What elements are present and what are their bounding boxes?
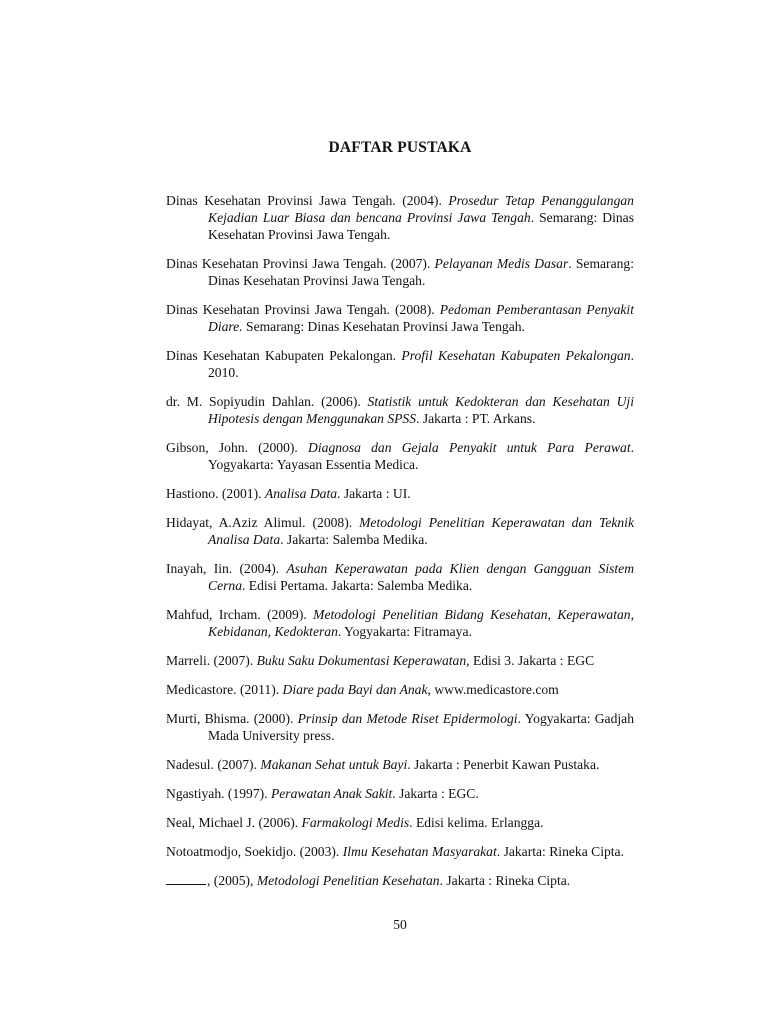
page-number: 50 (393, 917, 407, 932)
reference-item-ditto: , (2005), Metodologi Penelitian Kesehatan. Jakarta : Rineka Cipta. (166, 872, 634, 889)
reference-item: dr. M. Sopiyudin Dahlan. (2006). Statistik untuk Kedokteran dan Kesehatan Uji Hipotesis dengan Menggunakan SPSS. Jakarta : PT. Arkans. (166, 394, 634, 426)
reference-item: Gibson, John. (2000). Diagnosa dan Gejala Penyakit untuk Para Perawat. Yogyakarta: Yayasan Essentia Medica. (166, 440, 635, 472)
reference-list (166, 192, 634, 901)
ditto-author-line (166, 873, 206, 885)
reference-item: Marreli. (2007). Buku Saku Dokumentasi Keperawatan, Edisi 3. Jakarta : EGC (166, 653, 595, 668)
reference-item: Nadesul. (2007). Makanan Sehat untuk Bayi. Jakarta : Penerbit Kawan Pustaka. (166, 757, 600, 772)
reference-item: Neal, Michael J. (2006). Farmakologi Medis. Edisi kelima. Erlangga. (166, 815, 544, 830)
reference-item: Mahfud, Ircham. (2009). Metodologi Penelitian Bidang Kesehatan, Keperawatan, Kebidanan, Kedokteran. Yogyakarta: Fitramaya. (166, 607, 634, 639)
reference-item: Notoatmodjo, Soekidjo. (2003). Ilmu Kesehatan Masyarakat. Jakarta: Rineka Cipta. (166, 844, 624, 859)
reference-item: Dinas Kesehatan Provinsi Jawa Tengah. (2007). Pelayanan Medis Dasar. Semarang: Dinas Kesehatan Provinsi Jawa Tengah. (166, 256, 634, 288)
reference-item: Ngastiyah. (1997). Perawatan Anak Sakit. Jakarta : EGC. (166, 786, 479, 801)
reference-item: Inayah, Iin. (2004). Asuhan Keperawatan pada Klien dengan Gangguan Sistem Cerna. Edisi Pertama. Jakarta: Salemba Medika. (166, 561, 635, 593)
reference-item: Dinas Kesehatan Provinsi Jawa Tengah. (2008). Pedoman Pemberantasan Penyakit Diare. Semarang: Dinas Kesehatan Provinsi Jawa Tengah. (166, 302, 634, 334)
reference-item: Dinas Kesehatan Provinsi Jawa Tengah. (2004). Prosedur Tetap Penanggulangan Kejadian Luar Biasa dan bencana Provinsi Jawa Tengah. Semarang: Dinas Kesehatan Provinsi Jawa Tengah. (166, 193, 634, 242)
reference-item: Medicastore. (2011). Diare pada Bayi dan Anak, www.medicastore.com (166, 682, 559, 697)
reference-item: Hastiono. (2001). Analisa Data. Jakarta : UI. (166, 486, 411, 501)
page-title: DAFTAR PUSTAKA (328, 139, 472, 156)
reference-item: Dinas Kesehatan Kabupaten Pekalongan. Profil Kesehatan Kabupaten Pekalongan. 2010. (166, 348, 635, 380)
reference-item: Murti, Bhisma. (2000). Prinsip dan Metode Riset Epidermologi. Yogyakarta: Gadjah Mada University press. (166, 711, 634, 743)
reference-item: Hidayat, A.Aziz Alimul. (2008). Metodologi Penelitian Keperawatan dan Teknik Analisa Data. Jakarta: Salemba Medika. (166, 515, 634, 547)
